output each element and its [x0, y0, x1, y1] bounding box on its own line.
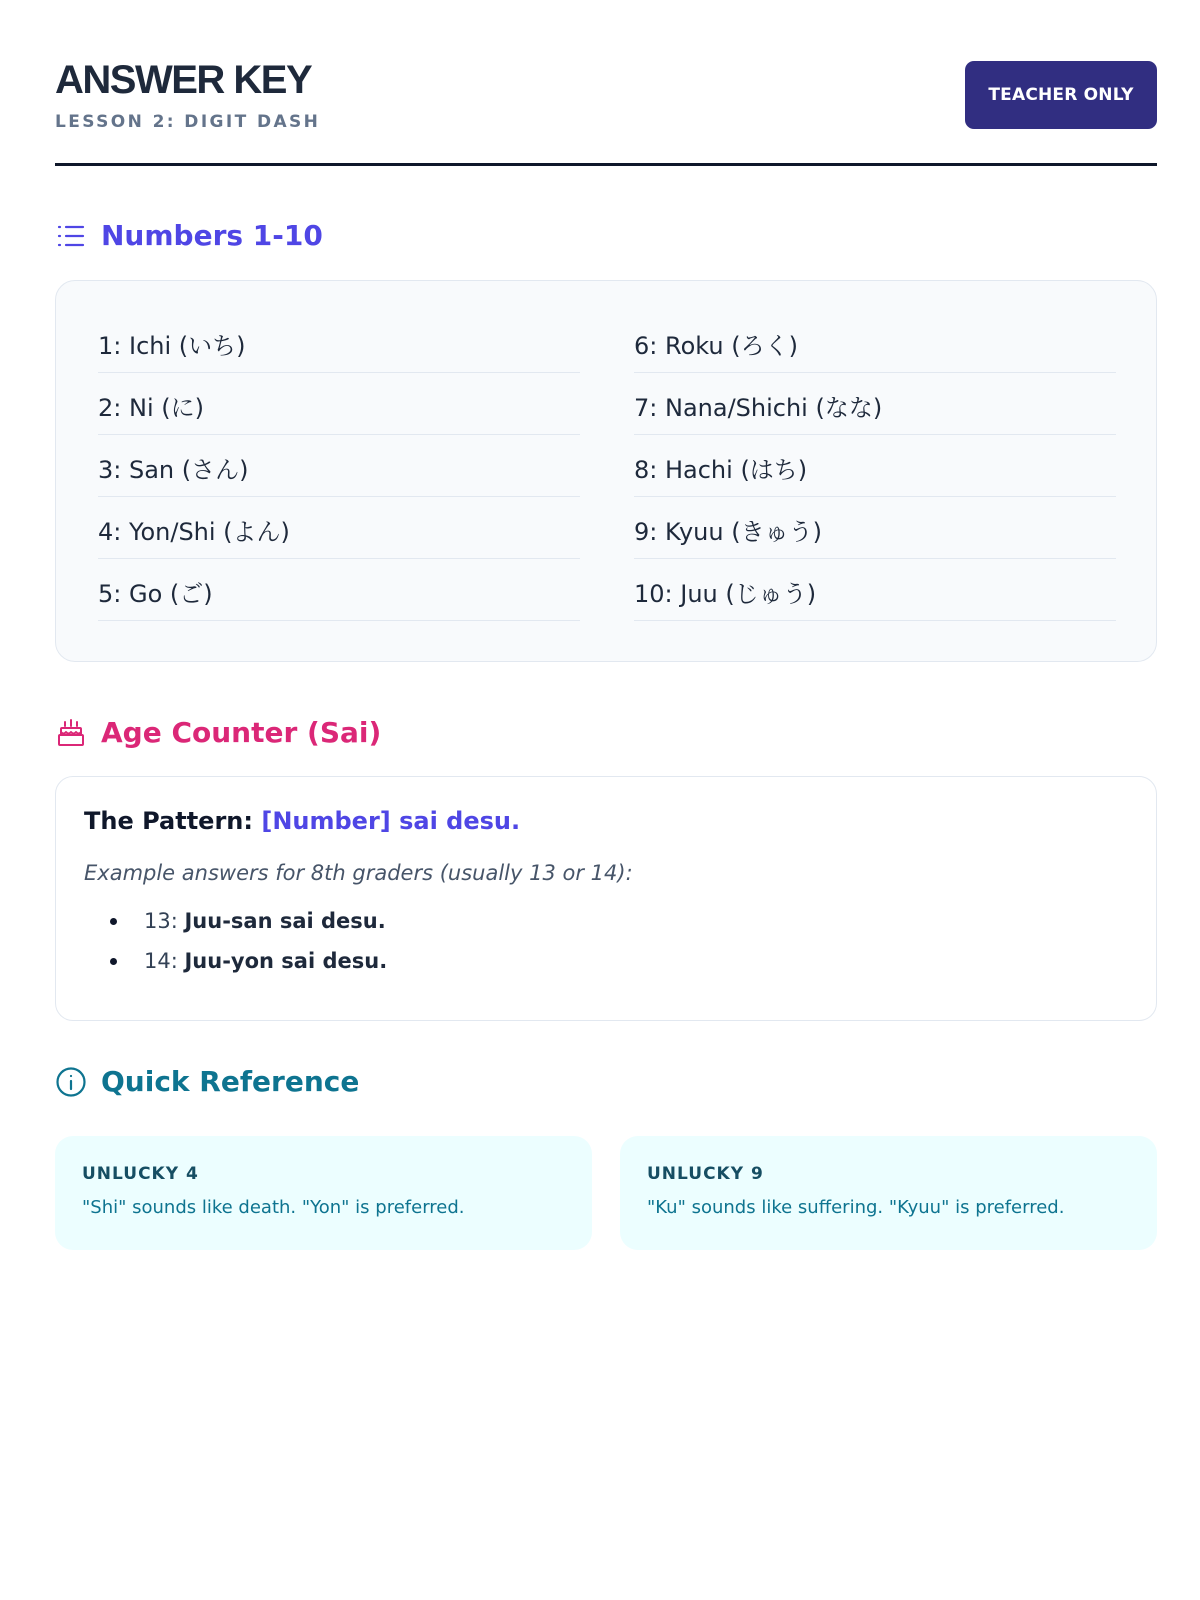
list-icon	[55, 220, 87, 252]
page-title: ANSWER KEY	[55, 58, 312, 102]
list-item	[84, 901, 1128, 941]
number-item: 2: Ni (に)	[98, 373, 580, 435]
number-item: 4: Yon/Shi (よん)	[98, 497, 580, 559]
example-answer: Juu-yon sai desu.	[184, 949, 388, 973]
number-item: 8: Hachi (はち)	[634, 435, 1116, 497]
number-item: 6: Roku (ろく)	[634, 311, 1116, 373]
numbers-heading: Numbers 1-10	[101, 219, 323, 252]
birthday-cake-icon	[55, 717, 87, 749]
reference-card-title: UNLUCKY 4	[82, 1164, 199, 1184]
example-list	[84, 901, 1128, 981]
numbers-left-column	[98, 311, 580, 621]
number-item: 5: Go (ご)	[98, 559, 580, 621]
reference-card-text: "Ku" sounds like suffering. "Kyuu" is preferred.	[647, 1197, 1065, 1218]
pattern-label: The Pattern:	[84, 807, 253, 835]
age-section-heading	[55, 713, 381, 753]
reference-heading: Quick Reference	[101, 1065, 360, 1098]
age-card	[55, 776, 1157, 1021]
example-note: Example answers for 8th graders (usually 13 or 14):	[84, 861, 633, 885]
number-item: 10: Juu (じゅう)	[634, 559, 1116, 621]
page-subtitle: LESSON 2: DIGIT DASH	[55, 112, 321, 132]
reference-card-title: UNLUCKY 9	[647, 1164, 764, 1184]
numbers-section-heading	[55, 216, 323, 256]
number-item: 9: Kyuu (きゅう)	[634, 497, 1116, 559]
reference-card-unlucky-9	[620, 1136, 1157, 1250]
reference-card-text: "Shi" sounds like death. "Yon" is preferred.	[82, 1197, 465, 1218]
number-item: 3: San (さん)	[98, 435, 580, 497]
example-number: 14:	[144, 949, 178, 973]
number-item: 1: Ichi (いち)	[98, 311, 580, 373]
pattern-value: [Number] sai desu.	[261, 807, 521, 835]
list-item	[84, 941, 1128, 981]
reference-section-heading	[55, 1062, 359, 1102]
teacher-only-badge: TEACHER ONLY	[965, 61, 1157, 129]
number-item: 7: Nana/Shichi (なな)	[634, 373, 1116, 435]
age-heading: Age Counter (Sai)	[101, 716, 382, 749]
page-header	[55, 56, 1157, 166]
pattern-line	[84, 805, 1128, 837]
example-number: 13:	[144, 909, 178, 933]
numbers-right-column	[634, 311, 1116, 621]
numbers-card	[55, 280, 1157, 662]
info-icon	[55, 1066, 87, 1098]
example-answer: Juu-san sai desu.	[184, 909, 386, 933]
reference-card-unlucky-4	[55, 1136, 592, 1250]
